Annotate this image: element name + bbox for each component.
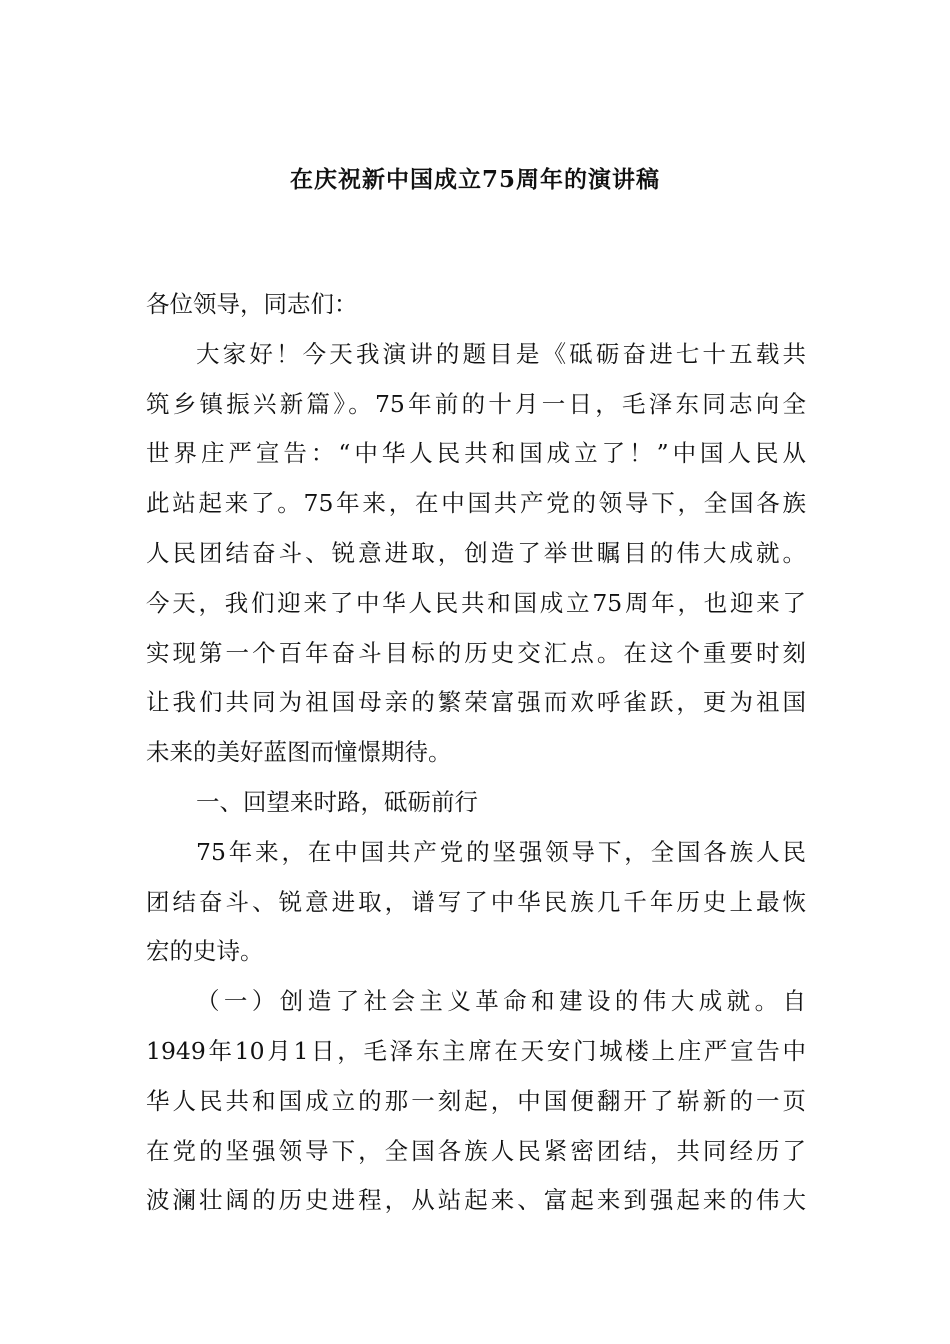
body-line: 让我们共同为祖国母亲的繁荣富强而欢呼雀跃，更为祖国 — [146, 688, 806, 717]
body-line: 未来的美好蓝图而憧憬期待。 — [146, 738, 452, 767]
body-line: 筑乡镇振兴新篇》。75年前的十月一日，毛泽东同志向全 — [146, 389, 806, 418]
body-line: 各位领导，同志们： — [146, 290, 358, 318]
body-line: 波澜壮阔的历史进程，从站起来、富起来到强起来的伟大 — [146, 1186, 806, 1215]
body-line: 华人民共和国成立的那一刻起，中国便翻开了崭新的一页 — [146, 1086, 806, 1115]
document-body — [146, 280, 806, 1226]
body-line: 实现第一个百年奋斗目标的历史交汇点。在这个重要时刻 — [146, 638, 806, 667]
body-line: 人民团结奋斗、锐意进取，创造了举世瞩目的伟大成就。 — [146, 538, 806, 567]
body-line: 今天，我们迎来了中华人民共和国成立75周年，也迎来了 — [146, 588, 806, 617]
body-line: 大家好！今天我演讲的题目是《砥砺奋进七十五载共 — [196, 339, 806, 368]
body-line: 一、回望来时路，砥砺前行 — [196, 787, 478, 816]
document-title: 在庆祝新中国成立75周年的演讲稿 — [289, 166, 660, 193]
body-line: （一）创造了社会主义革命和建设的伟大成就。自 — [196, 987, 806, 1016]
body-line: 世界庄严宣告：“中华人民共和国成立了！”中国人民从 — [146, 439, 806, 468]
body-line: 在党的坚强领导下，全国各族人民紧密团结，共同经历了 — [146, 1136, 806, 1165]
body-line: 团结奋斗、锐意进取，谱写了中华民族几千年历史上最恢 — [146, 887, 806, 916]
body-line: 此站起来了。75年来，在中国共产党的领导下，全国各族 — [146, 489, 806, 518]
body-line: 75年来，在中国共产党的坚强领导下，全国各族人民 — [196, 837, 806, 866]
body-line: 1949年10月1日，毛泽东主席在天安门城楼上庄严宣告中 — [146, 1036, 806, 1065]
body-line: 宏的史诗。 — [146, 937, 264, 966]
